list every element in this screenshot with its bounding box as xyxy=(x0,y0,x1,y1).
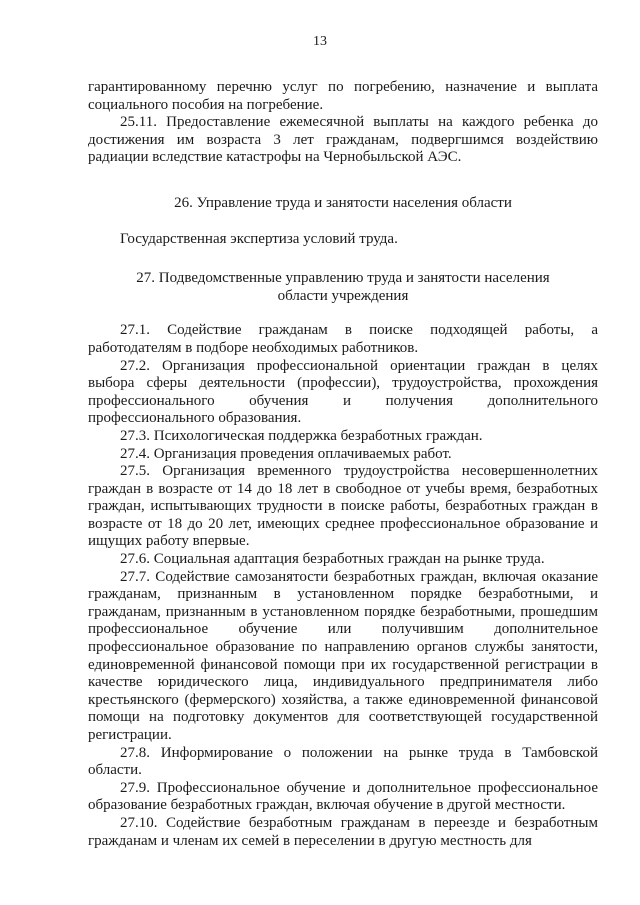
item-25-11: 25.11. Предоставление ежемесячной выплаты на каждого ребенка до достижения им возраста 3 лет гражданам, подвергшимся воздействию радиации вследствие катастрофы на Чернобыльской АЭС. xyxy=(88,114,598,166)
document-body xyxy=(88,79,598,850)
service-line: Государственная экспертиза условий труда. xyxy=(120,230,398,247)
item-27-8: 27.8. Информирование о положении на рынке труда в Тамбовской области. xyxy=(88,744,598,779)
item-27-5: 27.5. Организация временного трудоустройства несовершеннолетних граждан в возрасте от 14 до 18 лет в свободное от учебы время, безработных граждан, испытывающих трудности в поиске работы, безработных граждан в возрасте от 18 до 20 лет, имеющих среднее профессиональное образование и ищущих работу впервые. xyxy=(88,463,598,550)
paragraph-continuation: гарантированному перечню услуг по погребению, назначение и выплата социального пособия на погребение. xyxy=(88,79,598,113)
item-27-10: 27.10. Содействие безработным гражданам в переезде и безработным гражданам и членам их семей в переселении в другую местность для xyxy=(88,814,598,849)
item-27-7: 27.7. Содействие самозанятости безработных граждан, включая оказание гражданам, признанным в установленном порядке безработными, и гражданам, признанным в установленном порядке безработными, прошедшим профессиональное обучение или получившим дополнительное профессиональное образование по направлению органов службы занятости, единовременной финансовой помощи при их государственной регистрации в качестве юридического лица, индивидуального предпринимателя либо крестьянского (фермерского) хозяйства, а также единовременной финансовой помощи на подготовку документов для соответствующей государственной регистрации. xyxy=(88,568,598,743)
item-27-6: 27.6. Социальная адаптация безработных граждан на рынке труда. xyxy=(120,551,545,568)
item-27-9: 27.9. Профессиональное обучение и дополнительное профессиональное образование безработных граждан, включая обучение в другой местности. xyxy=(88,779,598,814)
section-heading-27-line2: области учреждения xyxy=(277,287,409,304)
section-heading-27-line1: 27. Подведомственные управлению труда и занятости населения xyxy=(136,270,550,287)
item-27-1: 27.1. Содействие гражданам в поиске подходящей работы, а работодателям в подборе необходимых работников. xyxy=(88,322,598,356)
item-27-3: 27.3. Психологическая поддержка безработных граждан. xyxy=(120,427,483,444)
item-27-2: 27.2. Организация профессиональной ориентации граждан в целях выбора сферы деятельности (профессии), трудоустройства, прохождения профессионального обучения и получения дополнительного профессионального образования. xyxy=(88,357,598,427)
item-27-4: 27.4. Организация проведения оплачиваемых работ. xyxy=(120,445,452,462)
section-heading-26: 26. Управление труда и занятости населения области xyxy=(174,194,512,211)
page-number: 13 xyxy=(313,34,327,49)
